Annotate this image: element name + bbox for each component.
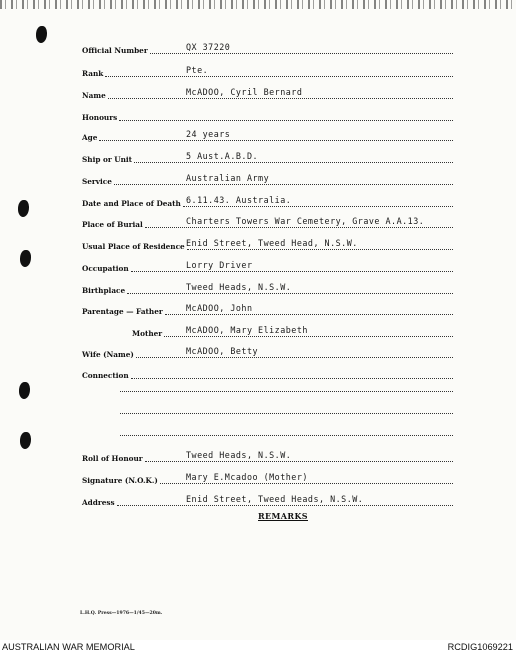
punch-hole-icon <box>19 382 30 399</box>
field-value: Tweed Heads, N.S.W. <box>186 450 292 460</box>
field-value: 5 Aust.A.B.D. <box>186 151 259 161</box>
form-row <box>0 107 516 123</box>
field-value: Enid Street, Tweed Head, N.S.W. <box>186 238 358 248</box>
field-label: Signature (N.O.K.) <box>82 476 158 485</box>
form-row <box>0 258 516 274</box>
field-value: Tweed Heads, N.S.W. <box>186 282 292 292</box>
field-label: Honours <box>82 113 118 122</box>
field-dotted-line <box>105 76 453 77</box>
field-label: Address <box>82 498 115 507</box>
field-label: Name <box>82 91 106 100</box>
form-row <box>0 365 516 381</box>
field-label: Place of Burial <box>82 220 143 229</box>
field-label: Wife (Name) <box>82 350 134 359</box>
field-dotted-line <box>136 357 453 358</box>
field-label: Rank <box>82 69 104 78</box>
field-dotted-line <box>183 206 453 207</box>
footer-record-id: RCDIG1069221 <box>447 642 513 652</box>
field-value: Pte. <box>186 65 209 75</box>
field-label: Service <box>82 177 112 186</box>
form-row <box>0 448 516 464</box>
form-row <box>0 193 516 209</box>
remarks-heading: REMARKS <box>258 511 308 521</box>
field-dotted-line <box>114 184 453 185</box>
field-dotted-line <box>160 483 453 484</box>
footer-institution: AUSTRALIAN WAR MEMORIAL <box>2 642 135 652</box>
printer-note: L.H.Q. Press—1976—1/45—20m. <box>80 611 163 616</box>
field-value: QX 37220 <box>186 42 231 52</box>
field-label: Mother <box>132 329 163 338</box>
field-label: Roll of Honour <box>82 454 143 463</box>
connection-line <box>120 435 453 436</box>
form-row <box>0 280 516 296</box>
field-label: Ship or Unit <box>82 155 133 164</box>
field-dotted-line <box>99 140 453 141</box>
form-row <box>0 323 516 339</box>
field-dotted-line <box>145 461 453 462</box>
field-label: Connection <box>82 371 129 380</box>
field-dotted-line <box>164 336 453 337</box>
form-row <box>0 149 516 165</box>
field-dotted-line <box>134 162 453 163</box>
field-dotted-line <box>145 227 453 228</box>
field-value: McADOO, Cyril Bernard <box>186 87 303 97</box>
form-row <box>0 214 516 230</box>
form-row <box>0 171 516 187</box>
field-dotted-line <box>119 120 453 121</box>
form-row <box>0 470 516 486</box>
field-dotted-line <box>131 378 453 379</box>
field-label: Birthplace <box>82 286 126 295</box>
field-value: Mary E.Mcadoo (Mother) <box>186 472 308 482</box>
connection-line <box>120 413 453 414</box>
archive-footer <box>0 640 516 654</box>
form-row <box>0 236 516 252</box>
field-label: Date and Place of Death <box>82 199 181 208</box>
field-label: Usual Place of Residence <box>82 242 185 251</box>
field-dotted-line <box>187 249 453 250</box>
field-value: 6.11.43. Australia. <box>186 195 292 205</box>
form-row <box>0 492 516 508</box>
field-value: Australian Army <box>186 173 270 183</box>
field-label: Age <box>82 133 98 142</box>
connection-line <box>120 391 453 392</box>
field-value: 24 years <box>186 129 231 139</box>
field-dotted-line <box>165 314 453 315</box>
form-row <box>0 344 516 360</box>
form-row <box>0 85 516 101</box>
field-dotted-line <box>131 271 453 272</box>
field-dotted-line <box>150 53 453 54</box>
form-row <box>0 40 516 56</box>
field-label: Occupation <box>82 264 129 273</box>
field-dotted-line <box>108 98 453 99</box>
form-row <box>0 127 516 143</box>
field-value: Charters Towers War Cemetery, Grave A.A.13. <box>186 216 425 226</box>
form-row <box>0 301 516 317</box>
form-row <box>0 63 516 79</box>
scan-edge-noise <box>0 0 516 9</box>
field-value: Enid Street, Tweed Heads, N.S.W. <box>186 494 364 504</box>
field-dotted-line <box>127 293 453 294</box>
punch-hole-icon <box>20 432 31 449</box>
field-value: McADOO, John <box>186 303 253 313</box>
field-value: McADOO, Betty <box>186 346 259 356</box>
field-label: Official Number <box>82 46 148 55</box>
field-value: McADOO, Mary Elizabeth <box>186 325 308 335</box>
field-value: Lorry Driver <box>186 260 253 270</box>
field-label: Parentage — Father <box>82 307 163 316</box>
field-dotted-line <box>117 505 453 506</box>
